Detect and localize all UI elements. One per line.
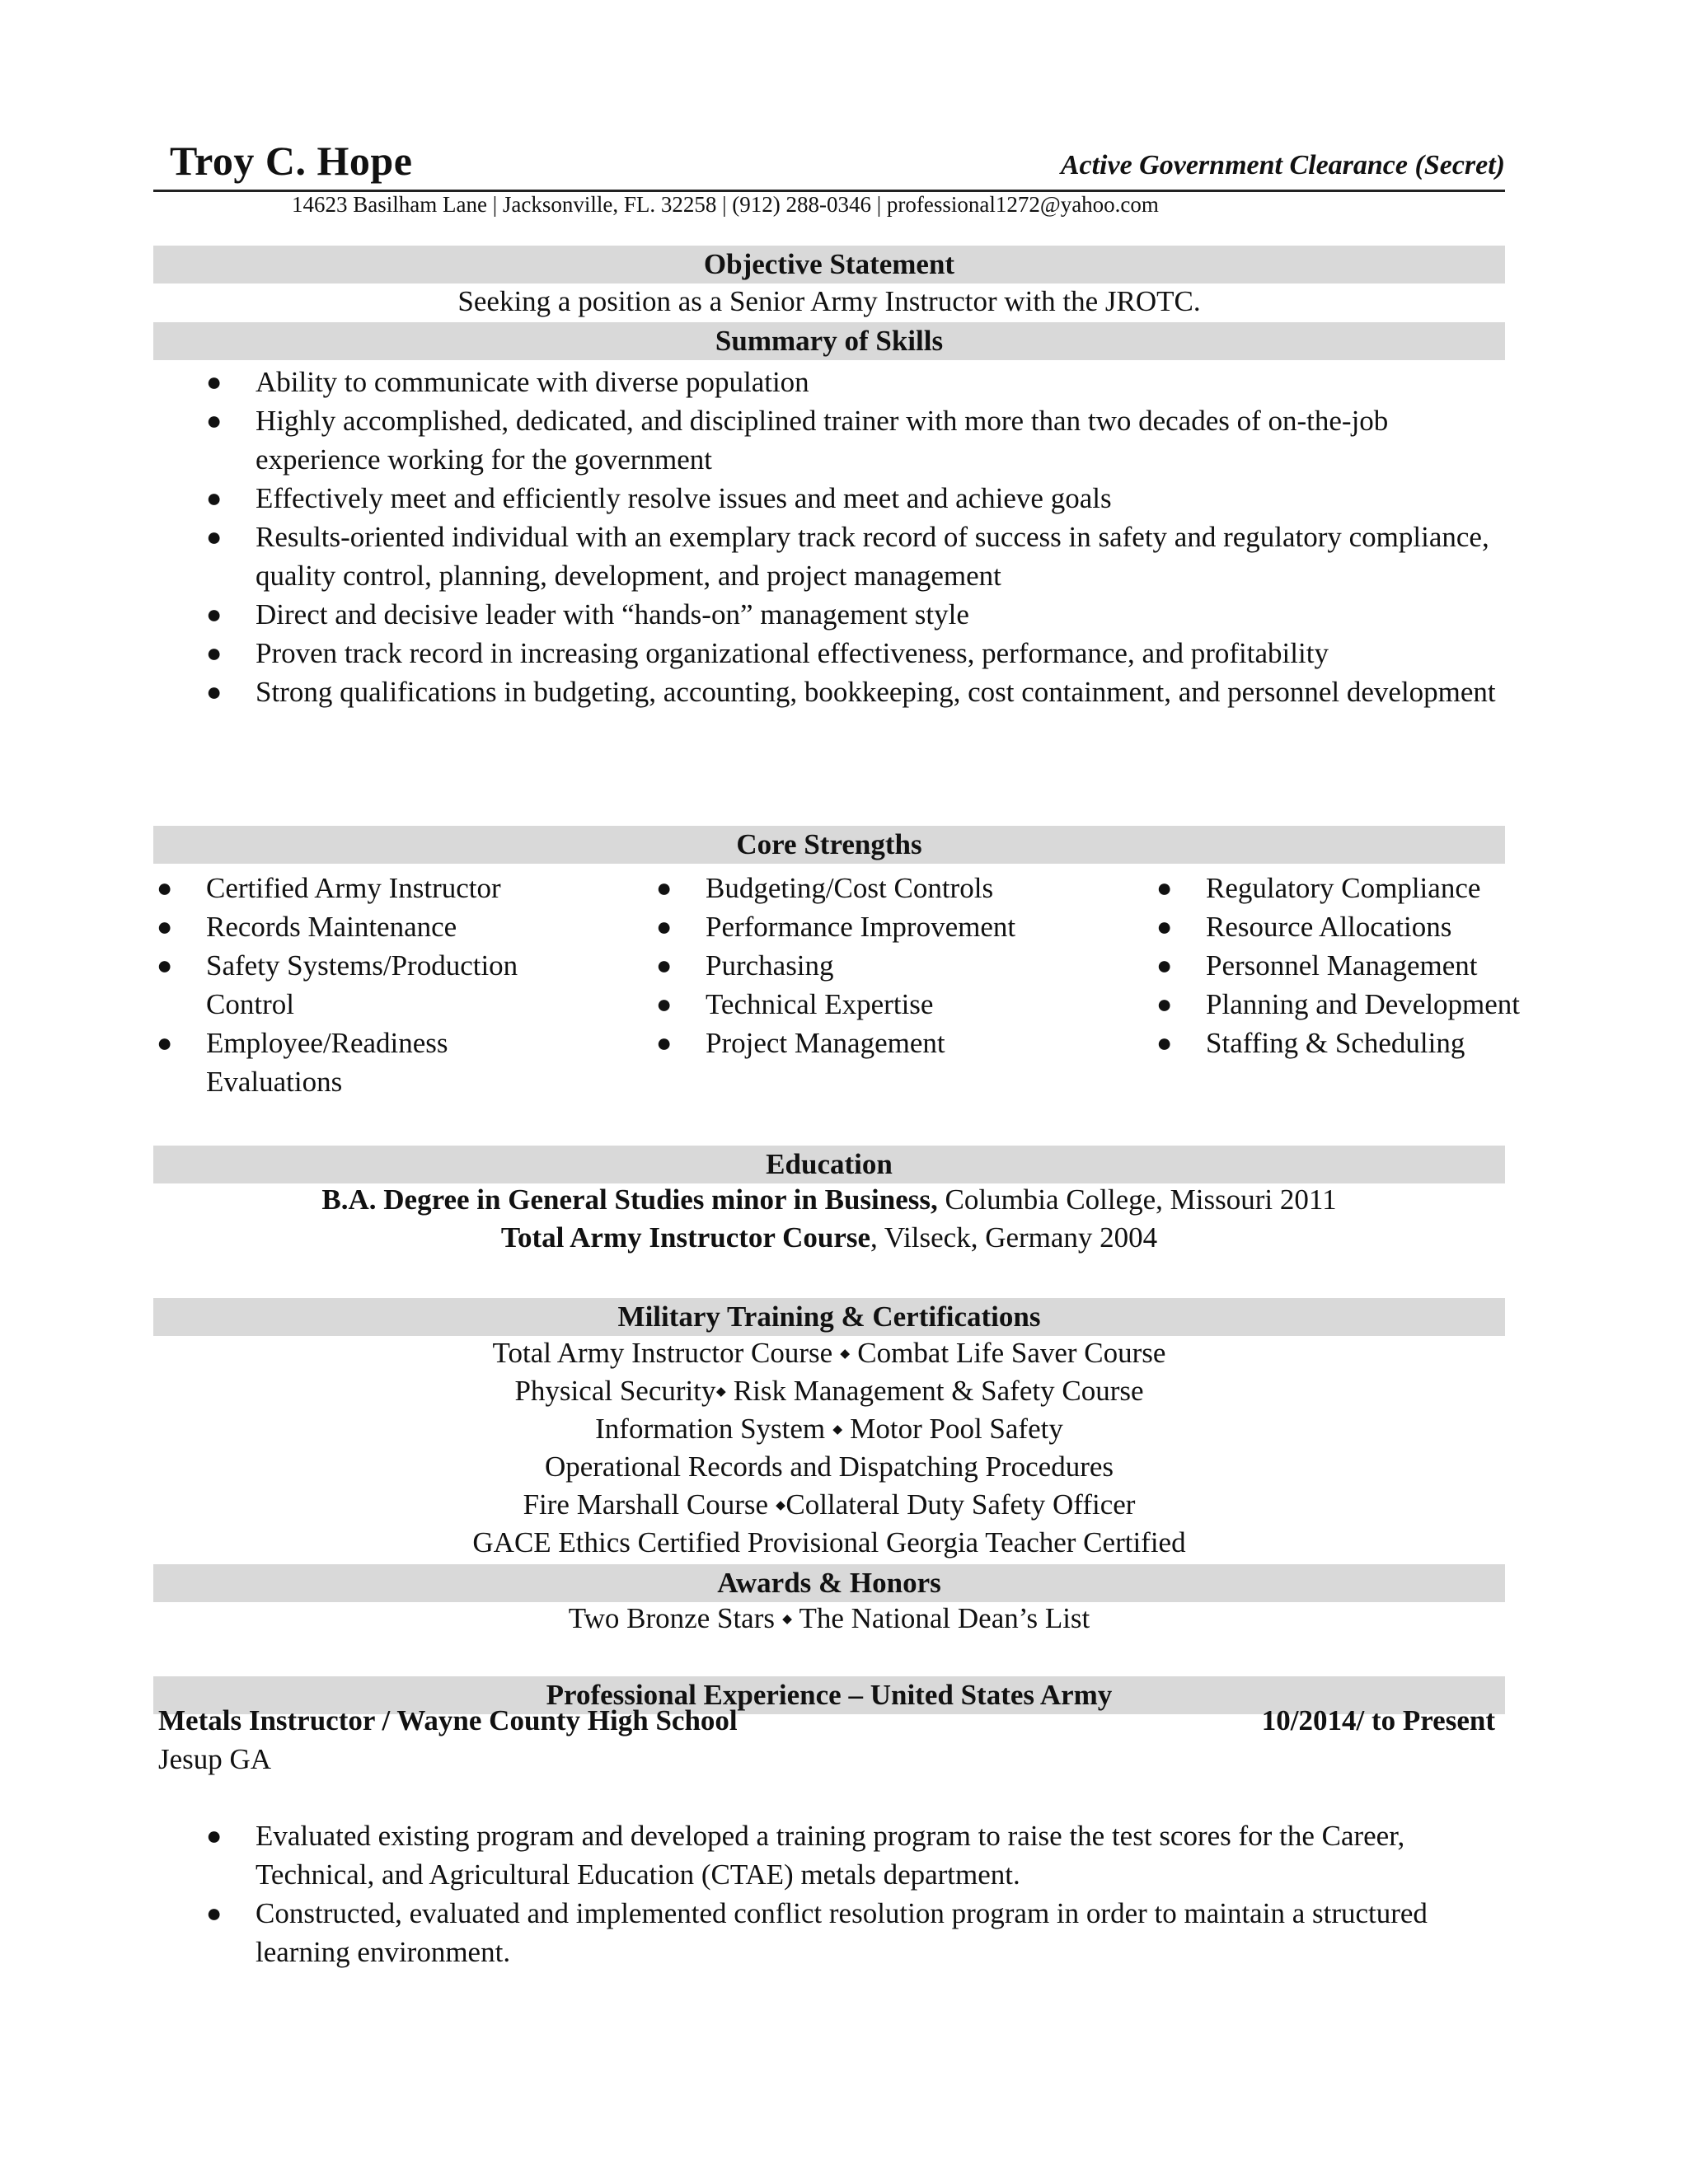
bullet-icon: ● [157,873,173,902]
course-name: Total Army Instructor Course [500,1221,871,1254]
list-item: ● Proven track record in increasing organizational effectiveness, performance, and profitability [256,634,1508,673]
list-item: ● Technical Expertise [706,985,1093,1024]
bullet-icon: ● [206,1821,223,1850]
bullet-icon: ● [206,522,223,551]
military-line: Operational Records and Dispatching Procedures [544,1451,1114,1483]
bullet-icon: ● [656,950,673,980]
list-item: ● Purchasing [706,946,1093,985]
list-item: ● Project Management [706,1024,1093,1062]
list-item: ● Safety Systems/Production Control [206,946,552,1024]
bullet-icon: ● [157,1028,173,1057]
bullet-icon: ● [206,483,223,513]
bullet-icon: ● [157,950,173,980]
list-item: ● Direct and decisive leader with “hands-on” management style [256,595,1508,634]
job-dates: 10/2014/ to Present [1261,1704,1495,1736]
bullet-icon: ● [206,677,223,706]
education-degree [153,1183,1505,1216]
bullet-icon: ● [656,873,673,902]
contact-info: 14623 Basilham Lane | Jacksonville, FL. 32258 | (912) 288-0346 | professional1272@yahoo.com [292,192,1159,217]
list-item: ● Ability to communicate with diverse population [256,363,1508,401]
bullet-icon: ● [157,912,173,941]
course-location: , Vilseck, Germany 2004 [870,1221,1158,1254]
education-heading: Education [153,1146,1505,1183]
awards-text: Two Bronze Stars ⬩ The National Dean’s List [568,1602,1090,1634]
list-item: ● Constructed, evaluated and implemented conflict resolution program in order to maintain a structured learning environment. [256,1894,1492,1971]
clearance-status: Active Government Clearance (Secret) [1060,150,1505,180]
objective-text: Seeking a position as a Senior Army Instructor with the JROTC. [457,285,1201,317]
objective-heading: Objective Statement [153,246,1505,284]
list-item: ● Budgeting/Cost Controls [706,869,1093,907]
degree-school: Columbia College, Missouri 2011 [937,1183,1337,1216]
skills-list [206,363,1508,711]
list-item: ● Certified Army Instructor [206,869,593,907]
strengths-column-1 [157,869,593,1101]
skills-heading: Summary of Skills [153,322,1505,360]
list-item: ● Employee/Readiness Evaluations [206,1024,503,1101]
bullet-icon: ● [1156,873,1173,902]
bullet-icon: ● [206,1898,223,1928]
list-item: ● Records Maintenance [206,907,593,946]
strengths-heading: Core Strengths [153,826,1505,864]
military-line: Physical Security⬩ Risk Management & Safety Course [514,1375,1144,1407]
bullet-icon: ● [1156,1028,1173,1057]
list-item: ● Strong qualifications in budgeting, accounting, bookkeeping, cost containment, and personnel development [256,673,1508,711]
bullet-icon: ● [206,599,223,629]
military-line: Fire Marshall Course ⬩Collateral Duty Safety Officer [523,1488,1136,1521]
degree-name: B.A. Degree in General Studies minor in Business, [321,1183,938,1216]
bullet-icon: ● [1156,989,1173,1019]
list-item: ● Planning and Development [1206,985,1585,1024]
military-line: Information System ⬩ Motor Pool Safety [595,1413,1063,1445]
military-line: GACE Ethics Certified Provisional Georgia Teacher Certified [472,1526,1186,1558]
list-item: ● Performance Improvement [706,907,1093,946]
job-duties-list [206,1816,1492,1971]
bullet-icon: ● [206,638,223,668]
bullet-icon: ● [1156,912,1173,941]
list-item: ● Highly accomplished, dedicated, and disciplined trainer with more than two decades of on-the-job experience working for the government [256,401,1508,479]
awards-heading: Awards & Honors [153,1564,1505,1602]
strengths-column-3 [1156,869,1585,1062]
bullet-icon: ● [656,912,673,941]
bullet-icon: ● [656,989,673,1019]
list-item: ● Evaluated existing program and developed a training program to raise the test scores for the Career, Technical, and Agricultural Education (CTAE) metals department. [256,1816,1492,1894]
list-item: ● Resource Allocations [1206,907,1585,946]
military-heading: Military Training & Certifications [153,1298,1505,1336]
job-location: Jesup GA [158,1743,272,1775]
job-title: Metals Instructor / Wayne County High School [158,1704,738,1736]
bullet-icon: ● [656,1028,673,1057]
list-item: ● Regulatory Compliance [1206,869,1585,907]
bullet-icon: ● [1156,950,1173,980]
strengths-column-2 [656,869,1093,1062]
candidate-name: Troy C. Hope [170,138,413,184]
bullet-icon: ● [206,367,223,396]
list-item: ● Effectively meet and efficiently resolve issues and meet and achieve goals [256,479,1508,518]
bullet-icon: ● [206,405,223,435]
list-item: ● Personnel Management [1206,946,1585,985]
military-line: Total Army Instructor Course ⬩ Combat Life Saver Course [492,1337,1166,1369]
list-item: ● Staffing & Scheduling [1206,1024,1585,1062]
education-course [153,1221,1505,1254]
list-item: ● Results-oriented individual with an exemplary track record of success in safety and regulatory compliance, quality control, planning, development, and project management [256,518,1508,595]
experience-heading: Professional Experience – United States Army [153,1676,1505,1714]
